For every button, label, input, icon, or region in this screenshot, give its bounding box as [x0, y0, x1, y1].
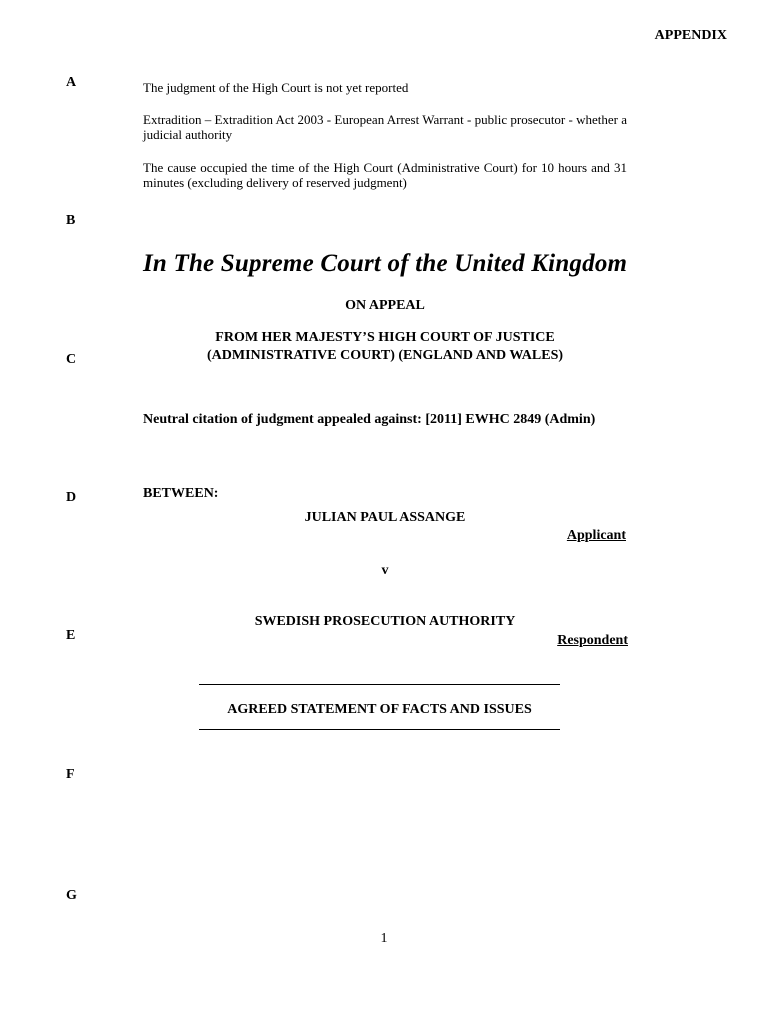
- catchwords-text: Extradition – Extradition Act 2003 - European Arrest Warrant - public prosecutor - whether a judicial authority: [143, 112, 627, 142]
- margin-letter-a: A: [66, 75, 77, 90]
- respondent-name: SWEDISH PROSECUTION AUTHORITY: [254, 614, 516, 629]
- hearing-duration-text: The cause occupied the time of the High Court (Administrative Court) for 10 hours and 31 minutes (excluding delivery of reserved judgment): [143, 160, 627, 190]
- court-title: In The Supreme Court of the United Kingdom: [143, 250, 628, 277]
- lower-court-line-1: FROM HER MAJESTY’S HIGH COURT OF JUSTICE: [215, 330, 555, 345]
- margin-letter-g: G: [66, 888, 77, 903]
- between-label: BETWEEN:: [143, 486, 219, 501]
- margin-letter-e: E: [66, 628, 76, 643]
- margin-letter-f: F: [66, 767, 75, 782]
- title-rule-bottom: [199, 729, 560, 730]
- appendix-label: APPENDIX: [654, 28, 727, 43]
- margin-letter-c: C: [66, 352, 77, 367]
- on-appeal-heading: ON APPEAL: [345, 298, 425, 313]
- title-rule-top: [199, 684, 560, 685]
- document-title: AGREED STATEMENT OF FACTS AND ISSUES: [227, 702, 532, 717]
- versus-label: v: [381, 563, 389, 578]
- page-number: 1: [380, 931, 388, 946]
- applicant-name: JULIAN PAUL ASSANGE: [304, 510, 466, 525]
- report-status-text: The judgment of the High Court is not yet reported: [143, 80, 409, 95]
- neutral-citation: Neutral citation of judgment appealed against: [2011] EWHC 2849 (Admin): [143, 412, 596, 427]
- margin-letter-b: B: [66, 213, 76, 228]
- applicant-role: Applicant: [566, 528, 626, 543]
- margin-letter-d: D: [66, 490, 77, 505]
- respondent-role: Respondent: [557, 633, 628, 648]
- lower-court-line-2: (ADMINISTRATIVE COURT) (ENGLAND AND WALES): [206, 348, 564, 363]
